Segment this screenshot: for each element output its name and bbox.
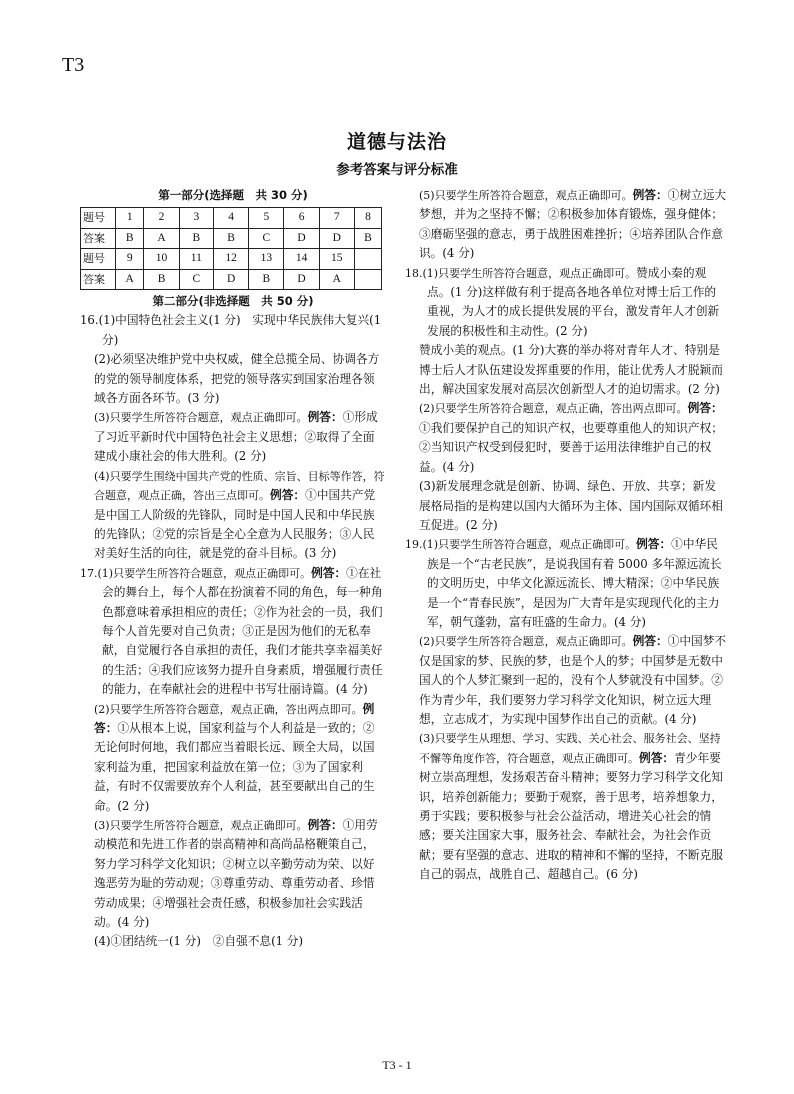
table-cell: 9 (116, 249, 144, 269)
q16-note-3: (3)只要学生所答符合题意，观点正确即可。 (94, 411, 308, 425)
example-label: 例答： (687, 401, 723, 416)
row-header: 答案 (81, 269, 116, 289)
table-cell: B (144, 269, 179, 289)
right-column (405, 186, 727, 885)
q18-text-2: ①我们要保护自己的知识产权，也要尊重他人的知识产权；②当知识产权受到侵犯时，要善于运用法律维护自己的权益。(4 分) (419, 420, 723, 474)
q17-answer-1 (80, 564, 386, 700)
q18-note-1: 18.(1)只要学生所答符合题意，观点正确即可。 (405, 266, 637, 280)
example-label: 例答： (636, 537, 672, 552)
table-cell: 2 (144, 208, 179, 228)
q17-answer-5 (405, 186, 727, 264)
answer-table-row (81, 269, 382, 289)
q16-text-3: ①形成了习近平新时代中国特色社会主义思想；②取得了全面建成小康社会的伟大胜利。(2 分) (94, 410, 378, 464)
q17-note-5: (5)只要学生所答符合题意，观点正确即可。 (419, 189, 633, 202)
row-header: 答案 (81, 228, 116, 248)
answer-table-row (81, 228, 382, 248)
q18-text-1: 赞成小秦的观点。(1 分)这样做有利于提高各地各单位对博士后工作的重视，为人才的成长提供发展的平台，激发青年人才创新发展的积极性和主动性。(2 分) (427, 265, 720, 338)
table-cell: 10 (144, 249, 179, 269)
q17-answer-4: (4)①团结统一(1 分) ②自强不息(1 分) (94, 934, 304, 949)
table-cell: 7 (319, 208, 354, 228)
table-cell: 1 (116, 208, 144, 228)
q16-answer-1: 16.(1)中国特色社会主义(1 分) 实现中华民族伟大复兴(1 分) (80, 313, 382, 347)
table-cell (354, 269, 381, 289)
table-cell: A (116, 269, 144, 289)
q18-answer-2 (405, 399, 727, 477)
table-cell: 4 (213, 208, 248, 228)
table-cell: D (319, 228, 354, 248)
q18-answer-1 (405, 264, 727, 342)
table-cell: 15 (319, 249, 354, 269)
table-cell: B (116, 228, 144, 248)
table-cell: A (319, 269, 354, 289)
q17-text-5: ①树立远大梦想，并为之坚持不懈；②积极参加体育锻炼，强身健体；③磨砺坚强的意志，勇于战胜困难挫折；④培养团队合作意识。(4 分) (419, 188, 727, 261)
table-cell (354, 249, 381, 269)
part1-heading: 第一部分(选择题 共 30 分) (158, 188, 308, 202)
page-number: T3 - 1 (382, 1058, 412, 1072)
table-cell: B (213, 228, 248, 248)
q19-text-3: 青少年要树立崇高理想，发扬艰苦奋斗精神；要努力学习科学文化知识，培养创新能力；要勤于观察，善于思考，培养想象力，勇于实践；要积极参与社会公益活动，增进关心社会的情感；要关注国家大事，服务社会、奉献社会，为社会作贡献；要有坚强的意志、进取的精神和不懈的坚持，不断克服自己的弱点，战胜自己、超越自己。(6 分) (419, 750, 723, 882)
q16-answer-2: (2)必须坚决维护党中央权威，健全总揽全局、协调各方的党的领导制度体系，把党的领导落实到国家治理各领域各方面各环节。(3 分) (94, 352, 380, 406)
q19-note-3: (3)只要学生从理想、学习、实践、关心社会、服务社会、坚持不懈等角度作答，符合题意，观点正确即可。 (419, 732, 721, 765)
q17-answer-3 (80, 816, 386, 932)
table-cell: C (249, 228, 284, 248)
example-label: 例答： (307, 410, 343, 425)
q19-note-2: (2)只要学生所答符合题意，观点正确即可。 (419, 635, 633, 649)
q19-text-1: ①中华民族是一个“古老民族”，是说我国有着 5000 多年源远流长的文明历史，中华文化源远流长、博大精深；②中华民族是一个“青春民族”，是因为广大青年是实现现代化的主力军，朝气蓬勃，富有旺盛的生命力。(4 分) (427, 537, 722, 629)
answer-table (80, 207, 382, 290)
table-cell: B (354, 228, 381, 248)
q17-answer-2 (80, 700, 386, 816)
q19-answer-1 (405, 535, 727, 632)
example-label: 例答： (270, 488, 306, 503)
q19-answer-3 (405, 729, 727, 884)
answer-table-row (81, 249, 382, 269)
q19-text-2: ①中国梦不仅是国家的梦、民族的梦，也是个人的梦；中国梦是无数中国人的个人梦汇聚到一起的，没有个人梦就没有中国梦。②作为青少年，我们要努力学习科学文化知识，树立远大理想，立志成才，为实现中国梦作出自己的贡献。(4 分) (419, 634, 727, 726)
table-cell: D (284, 228, 319, 248)
q16-note-4: (4)只要学生围绕中国共产党的性质、宗旨、目标等作答，符合题意，观点正确，答出三点即可。 (94, 469, 385, 503)
q19-answer-2 (405, 632, 727, 729)
table-cell: 5 (249, 208, 284, 228)
table-cell: B (249, 269, 284, 289)
table-cell: 6 (284, 208, 319, 228)
q18-note-2: (2)只要学生所答符合题意，观点正确，答出两点即可。 (419, 402, 688, 416)
q18-answer-1b: 赞成小美的观点。(1 分)大赛的举办将对青年人才、特别是博士后人才队伍建设发挥重要的作用，能让优秀人才脱颖而出，解决国家发展对高层次创新型人才的迫切需求。(2 分) (419, 343, 723, 397)
table-cell: 13 (249, 249, 284, 269)
table-cell: 14 (284, 249, 319, 269)
part2-heading: 第二部分(非选择题 共 50 分) (152, 294, 314, 309)
page-title: 道德与法治 (346, 131, 447, 153)
example-label: 例答： (94, 701, 375, 735)
example-label: 例答： (639, 750, 675, 765)
q17-note-3: (3)只要学生所答符合题意，观点正确即可。 (94, 819, 308, 832)
paper-code: T3 (62, 54, 85, 76)
answer-table-row (81, 208, 382, 228)
table-cell: D (213, 269, 248, 289)
table-cell: 3 (179, 208, 213, 228)
table-cell: 8 (354, 208, 381, 228)
table-cell: B (179, 228, 213, 248)
q19-note-1: 19.(1)只要学生所答符合题意，观点正确即可。 (405, 538, 637, 552)
example-label: 例答： (632, 634, 668, 649)
q17-text-2: ①从根本上说，国家利益与个人利益是一致的；②无论何时何地，我们都应当着眼长远、顾全大局，以国家利益为重，把国家利益放在第一位；③为了国家利益，有时不仅需要放弃个人利益，甚至要献出自己的生命。(2 分) (94, 720, 375, 813)
q16-answer-3 (80, 408, 386, 466)
q17-note-1: 17.(1)只要学生所答符合题意，观点正确即可。 (80, 566, 312, 580)
page-subtitle: 参考答案与评分标准 (336, 162, 458, 178)
q17-text-1: ①在社会的舞台上，每个人都在扮演着不同的角色，每一种角色都意味着承担相应的责任；②作为社会的一员，我们每个人首先要对自己负责；③正是因为他们的无私奉献，自觉履行各自承担的责任，我们才能共享幸福美好的生活；④我们应该努力提升自身素质，增强履行责任的能力，在奉献社会的进程中书写壮丽诗篇。(4 分) (102, 565, 383, 697)
table-cell: A (144, 228, 179, 248)
example-label: 例答： (632, 188, 668, 202)
q17-text-3: ①用劳动模范和先进工作者的崇高精神和高尚品格鞭策自己，努力学习科学文化知识；②树立以辛勤劳动为荣、以好逸恶劳为耻的劳动观；③尊重劳动、尊重劳动者、珍惜劳动成果；④增强社会责任感，积极参加社会实践活动。(4 分) (94, 818, 378, 930)
left-column (80, 186, 386, 952)
example-label: 例答： (311, 565, 347, 580)
example-label: 例答： (307, 818, 343, 832)
q18-answer-3: (3)新发展理念就是创新、协调、绿色、开放、共享；新发展格局指的是构建以国内大循环为主体、国内国际双循环相互促进。(2 分) (419, 479, 723, 532)
q16-text-4: ①中国共产党是中国工人阶级的先锋队，同时是中国人民和中华民族的先锋队；②党的宗旨是全心全意为人民服务；③人民对美好生活的向往，就是党的奋斗目标。(3 分) (94, 488, 376, 561)
q16-answer-4 (80, 467, 386, 564)
row-header: 题号 (81, 208, 116, 228)
table-cell: 12 (213, 249, 248, 269)
table-cell: 11 (179, 249, 213, 269)
row-header: 题号 (81, 249, 116, 269)
table-cell: C (179, 269, 213, 289)
q17-note-2: (2)只要学生所答符合题意，观点正确，答出两点即可。 (94, 702, 363, 716)
table-cell: D (284, 269, 319, 289)
